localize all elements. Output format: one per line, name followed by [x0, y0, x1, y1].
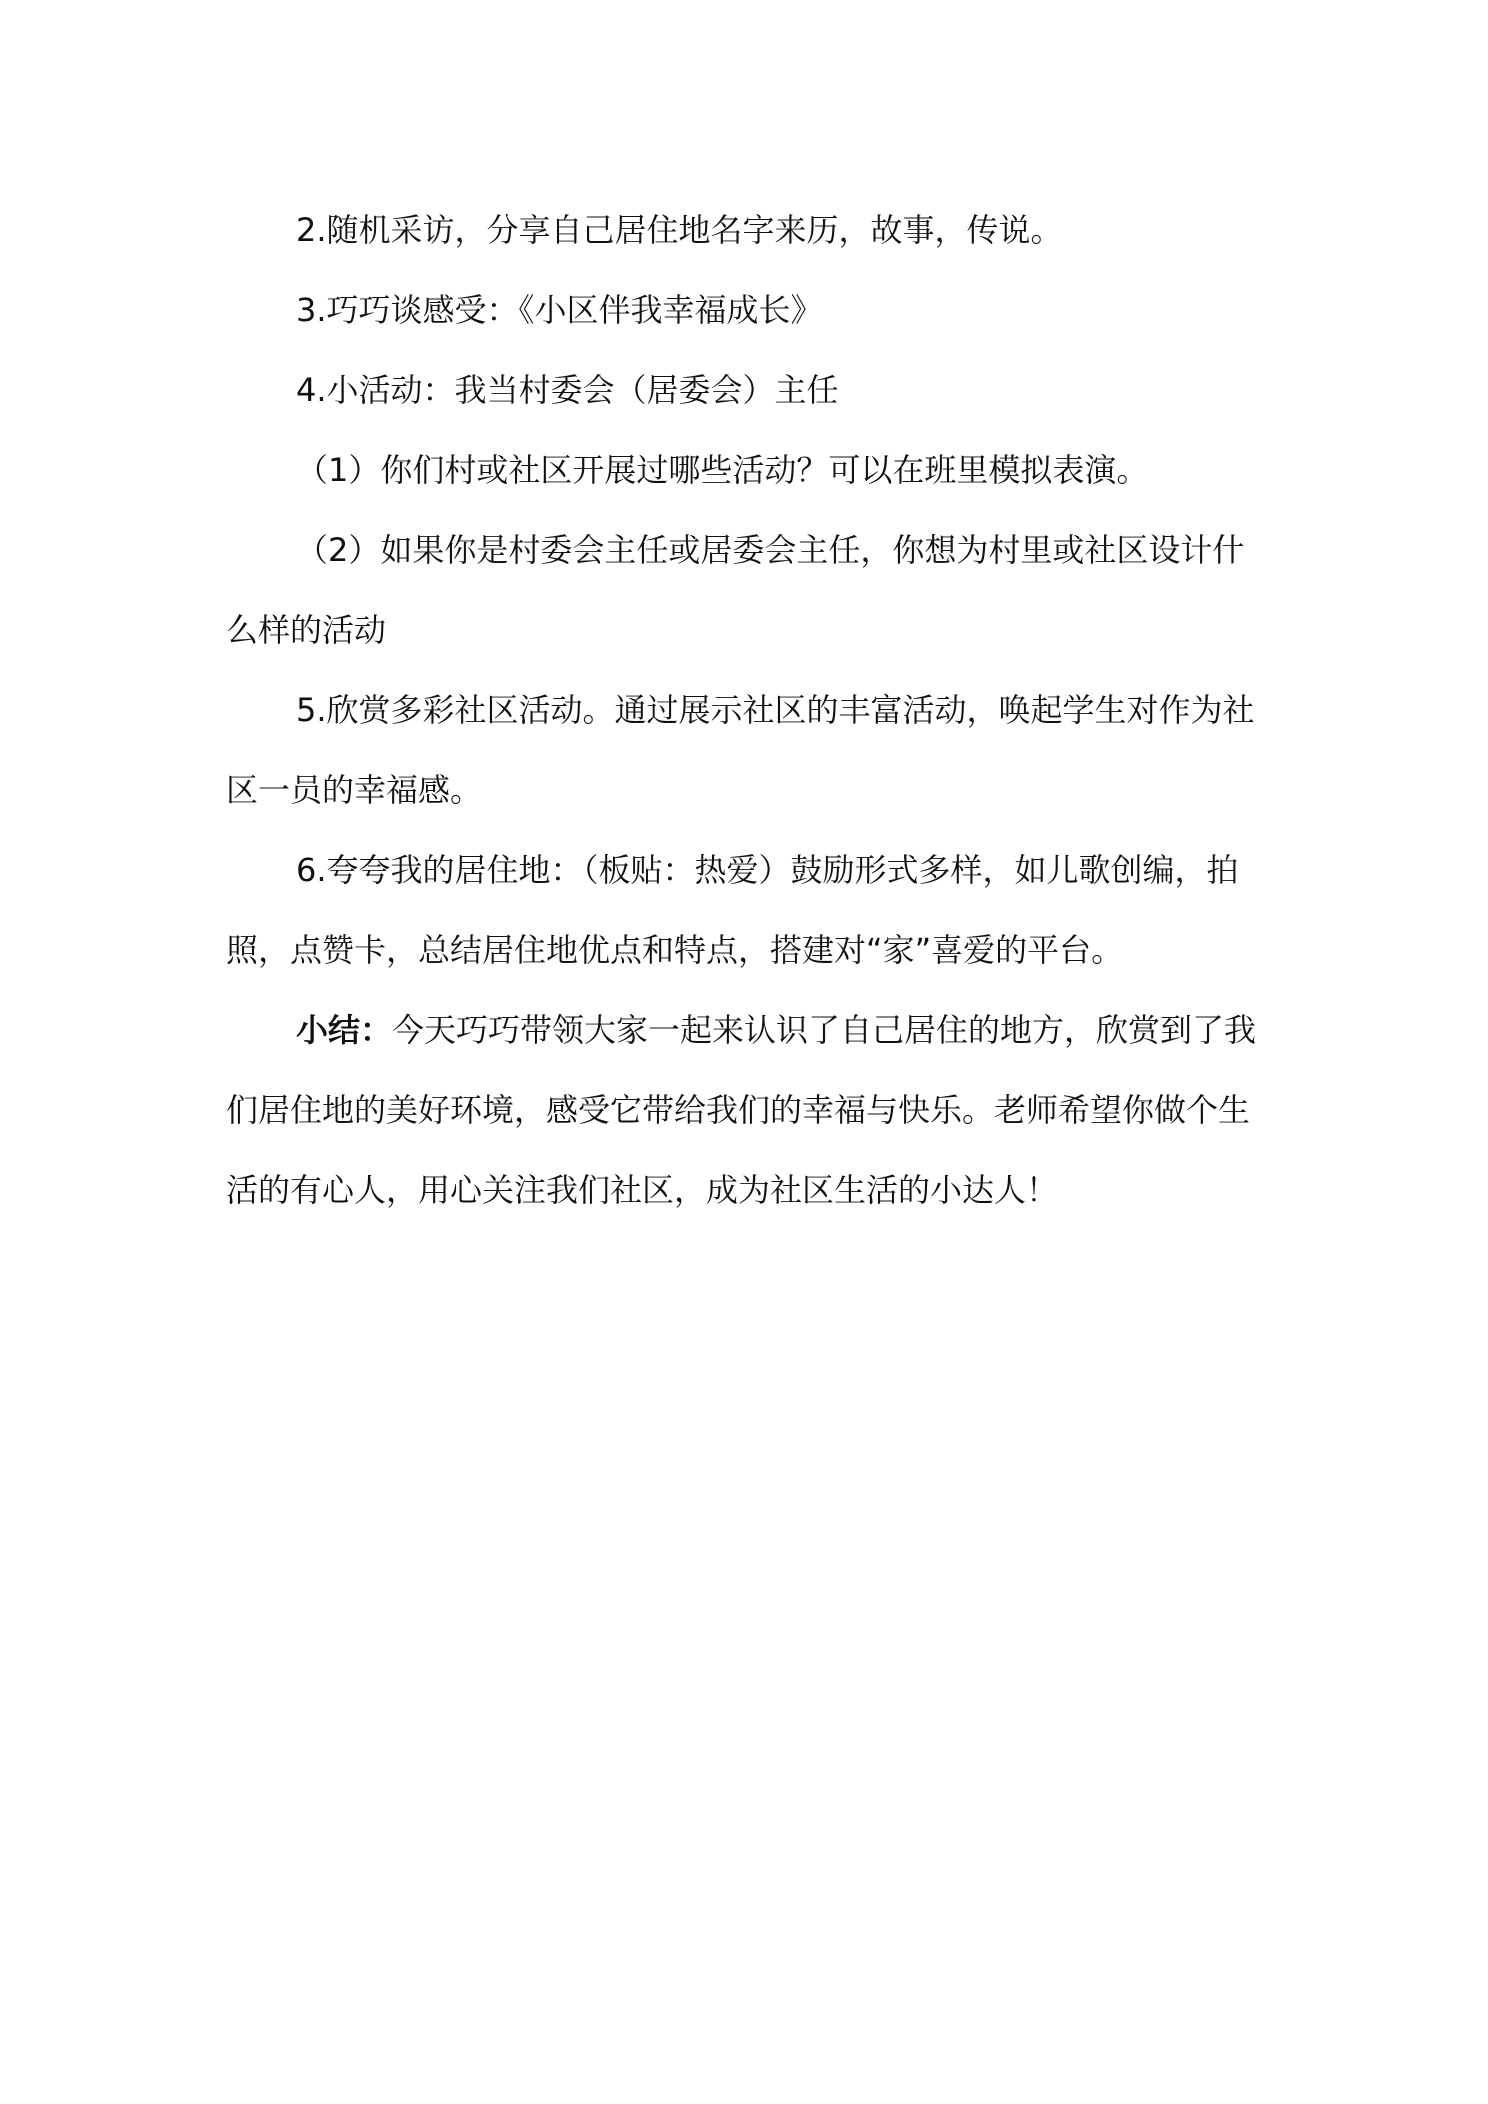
paragraph-activity: 4.小活动：我当村委会（居委会）主任 [296, 371, 839, 409]
summary-label: 小结： [296, 1011, 393, 1049]
paragraph-feelings: 3.巧巧谈感受：《小区伴我幸福成长》 [296, 291, 823, 329]
paragraph-interview: 2.随机采访，分享自己居住地名字来历，故事，传说。 [296, 211, 1063, 249]
paragraph-summary [226, 990, 1276, 1230]
paragraph-praise: 6.夸夸我的居住地：（板贴：热爱）鼓励形式多样，如儿歌创编，拍照，点赞卡，总结居住地优点和特点，搭建对“家”喜爱的平台。 [226, 851, 1239, 969]
paragraph-activity-question-2: （2）如果你是村委会主任或居委会主任，你想为村里或社区设计什么样的活动 [226, 531, 1245, 649]
summary-text: 今天巧巧带领大家一起来认识了自己居住的地方，欣赏到了我们居住地的美好环境，感受它带给我们的幸福与快乐。老师希望你做个生活的有心人，用心关注我们社区，成为社区生活的小达人！ [226, 1011, 1257, 1209]
document-body [226, 190, 1276, 1230]
paragraph-activity-question-1: （1）你们村或社区开展过哪些活动？可以在班里模拟表演。 [296, 451, 1149, 489]
paragraph-appreciate: 5.欣赏多彩社区活动。通过展示社区的丰富活动，唤起学生对作为社区一员的幸福感。 [226, 691, 1255, 809]
